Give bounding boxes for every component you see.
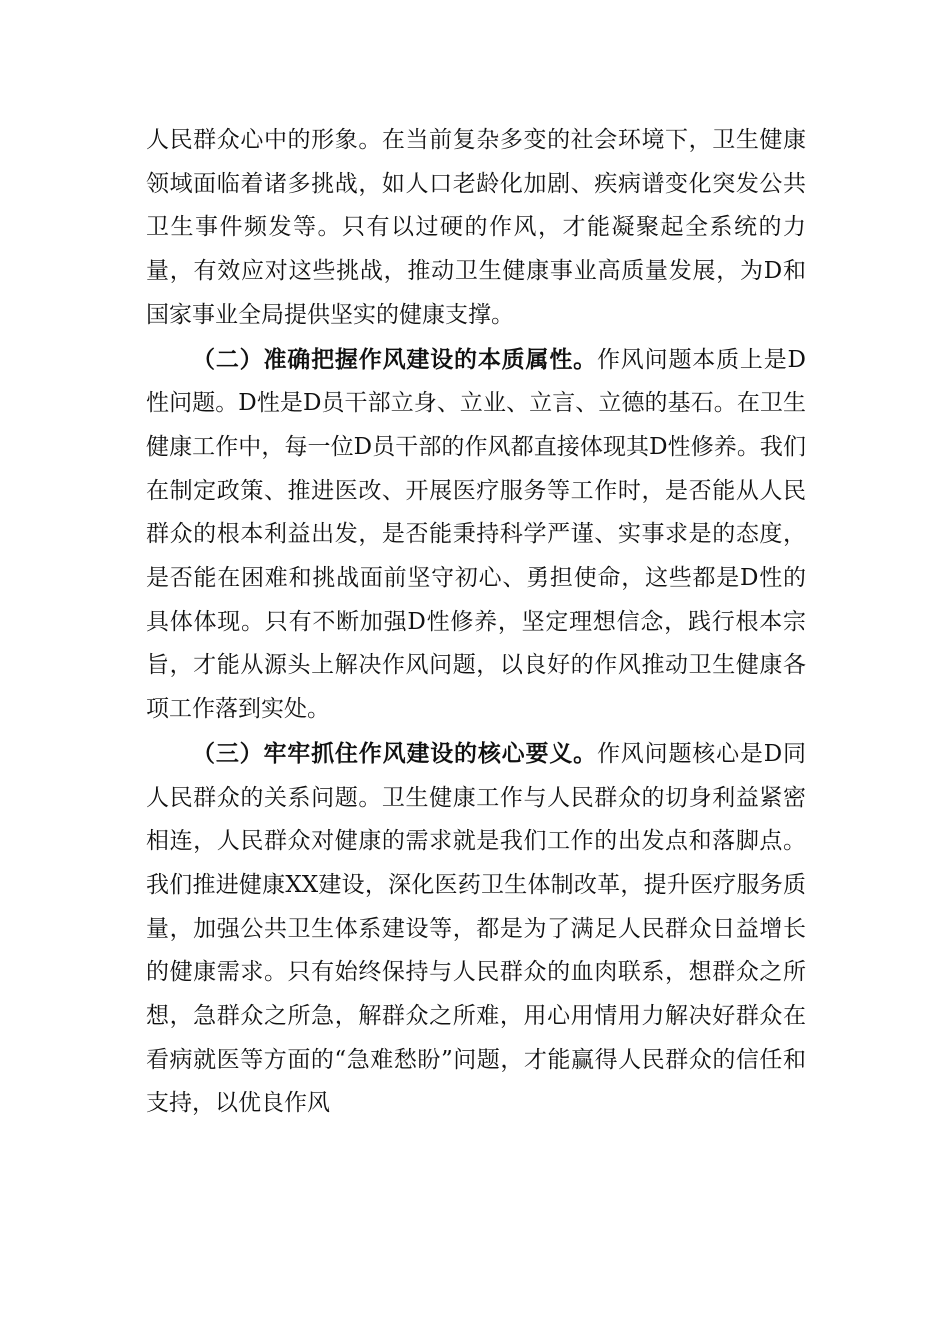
paragraph-text: 作风问题本质上是D性问题。D性是D员干部立身、立业、立言、立德的基石。在卫生健康工作中，每一位D员干部的作风都直接体现其D性修养。我们在制定政策、推进医改、开展医疗服务等工作时，是否能从人民群众的根本利益出发，是否能秉持科学严谨、实事求是的态度，是否能在困难和挑战面前坚守初心、勇担使命，这些都是D性的具体体现。只有不断加强D性修养，坚定理想信念，践行根本宗旨，才能从源头上解决作风问题，以良好的作风推动卫生健康各项工作落到实处。 <box>146 346 806 723</box>
document-body <box>146 119 806 1126</box>
paragraph-text: 人民群众心中的形象。在当前复杂多变的社会环境下，卫生健康领域面临着诸多挑战，如人口老龄化加剧、疾病谱变化突发公共卫生事件频发等。只有以过硬的作风，才能凝聚起全系统的力量，有效应对这些挑战，推动卫生健康事业高质量发展，为D和国家事业全局提供坚实的健康支撑。 <box>146 127 806 328</box>
paragraph-continuation <box>146 119 806 338</box>
paragraph-core <box>146 732 806 1126</box>
paragraph-text: 作风问题核心是D同人民群众的关系问题。卫生健康工作与人民群众的切身利益紧密相连，人民群众对健康的需求就是我们工作的出发点和落脚点。我们推进健康XX建设，深化医药卫生体制改革，提升医疗服务质量，加强公共卫生体系建设等，都是为了满足人民群众日益增长的健康需求。只有始终保持与人民群众的血肉联系，想群众之所想，急群众之所急，解群众之所难，用心用情用力解决好群众在看病就医等方面的“急难愁盼”问题，才能赢得人民群众的信任和支持，以优良作风 <box>146 740 806 1117</box>
paragraph-essence <box>146 338 806 732</box>
section-heading-2: （二）准确把握作风建设的本质属性。 <box>192 345 597 373</box>
section-heading-3: （三）牢牢抓住作风建设的核心要义。 <box>192 739 597 767</box>
